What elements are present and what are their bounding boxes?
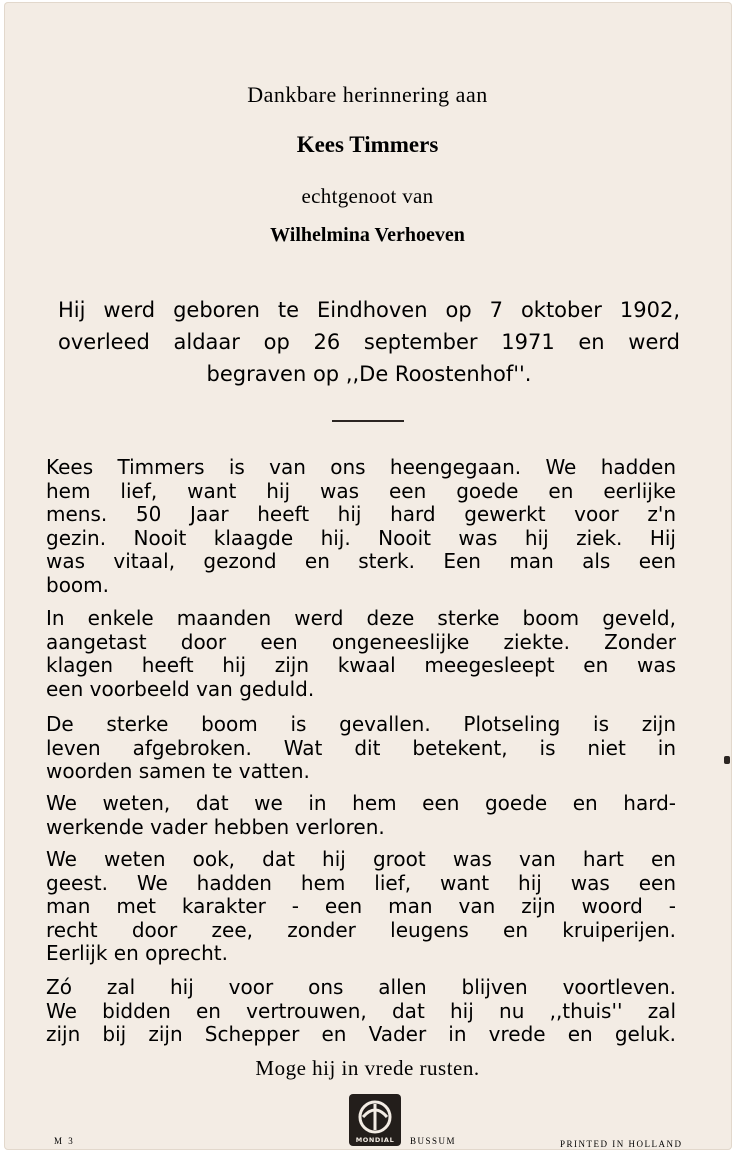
text-line: hem lief, want hij was een goede en eerlijke [46,478,676,503]
text-line: leven afgebroken. Wat dit betekent, is niet in [46,735,676,760]
publisher-city: BUSSUM [410,1136,457,1146]
text-line: We bidden en vertrouwen, dat hij nu ,,thuis'' zal [46,998,676,1023]
intro-text: Dankbare herinnering aan [247,82,488,107]
text-line: In enkele maanden werd deze sterke boom geveld, [46,606,676,630]
text-line: Kees Timmers is van ons heengegaan. We hadden [46,455,676,479]
paragraph-3 [46,713,676,784]
closing-prayer: Moge hij in vrede rusten. [255,1056,480,1080]
text-line: Zó zal hij voor ons allen blijven voortleven. [46,975,676,999]
paragraph-6 [46,976,676,1047]
text-line: boom. [46,572,110,597]
birth-line: begraven op ,,De Roostenhof''. [206,362,532,386]
text-line: werkende vader hebben verloren. [46,814,385,839]
text-line: mens. 50 Jaar heeft hij hard gewerkt voor z'n [46,502,676,526]
spouse-intro: echtgenoot van [301,184,434,208]
paragraph-2 [46,607,676,701]
ink-speck [724,756,730,764]
spouse-name: Wilhelmina Verhoeven [270,224,465,246]
text-line: De sterke boom is gevallen. Plotseling is zijn [46,712,676,736]
printed-in: PRINTED IN HOLLAND [560,1139,683,1149]
text-line: We weten, dat we in hem een goede en hard- [46,791,676,815]
text-line: We weten ook, dat hij groot was van hart en [46,847,676,871]
text-line: zijn bij zijn Schepper en Vader in vrede en geluk. [46,1022,676,1046]
card-code: M 3 [54,1136,75,1146]
text-line: woorden samen te vatten. [46,759,310,783]
text-line: aangetast door een ongeneeslijke ziekte. Zonder [46,629,676,654]
text-line: Eerlijk en oprecht. [46,941,229,965]
text-line: klagen heeft hij zijn kwaal meegesleept en was [46,653,676,677]
text-line: geest. We hadden hem lief, want hij was een [46,870,676,895]
divider-line [332,420,404,422]
paragraph-4 [46,792,676,839]
birth-death-paragraph [58,294,680,390]
mondial-logo [349,1094,401,1146]
text-line: man met karakter - een man van zijn woord - [46,894,676,918]
text-line: was vitaal, gezond en sterk. Een man als een [46,549,676,573]
paragraph-1 [46,456,676,597]
birth-line: Hij werd geboren te Eindhoven op 7 oktober 1902, [58,298,680,322]
logo-text: MONDIAL [355,1136,395,1144]
paragraph-5 [46,848,676,966]
birth-line: overleed aldaar op 26 september 1971 en werd [58,330,680,354]
text-line: een voorbeeld van geduld. [46,676,315,701]
deceased-name: Kees Timmers [296,132,439,157]
text-line: gezin. Nooit klaagde hij. Nooit was hij ziek. Hij [46,525,676,550]
text-line: recht door zee, zonder leugens en kruiperijen. [46,917,676,942]
